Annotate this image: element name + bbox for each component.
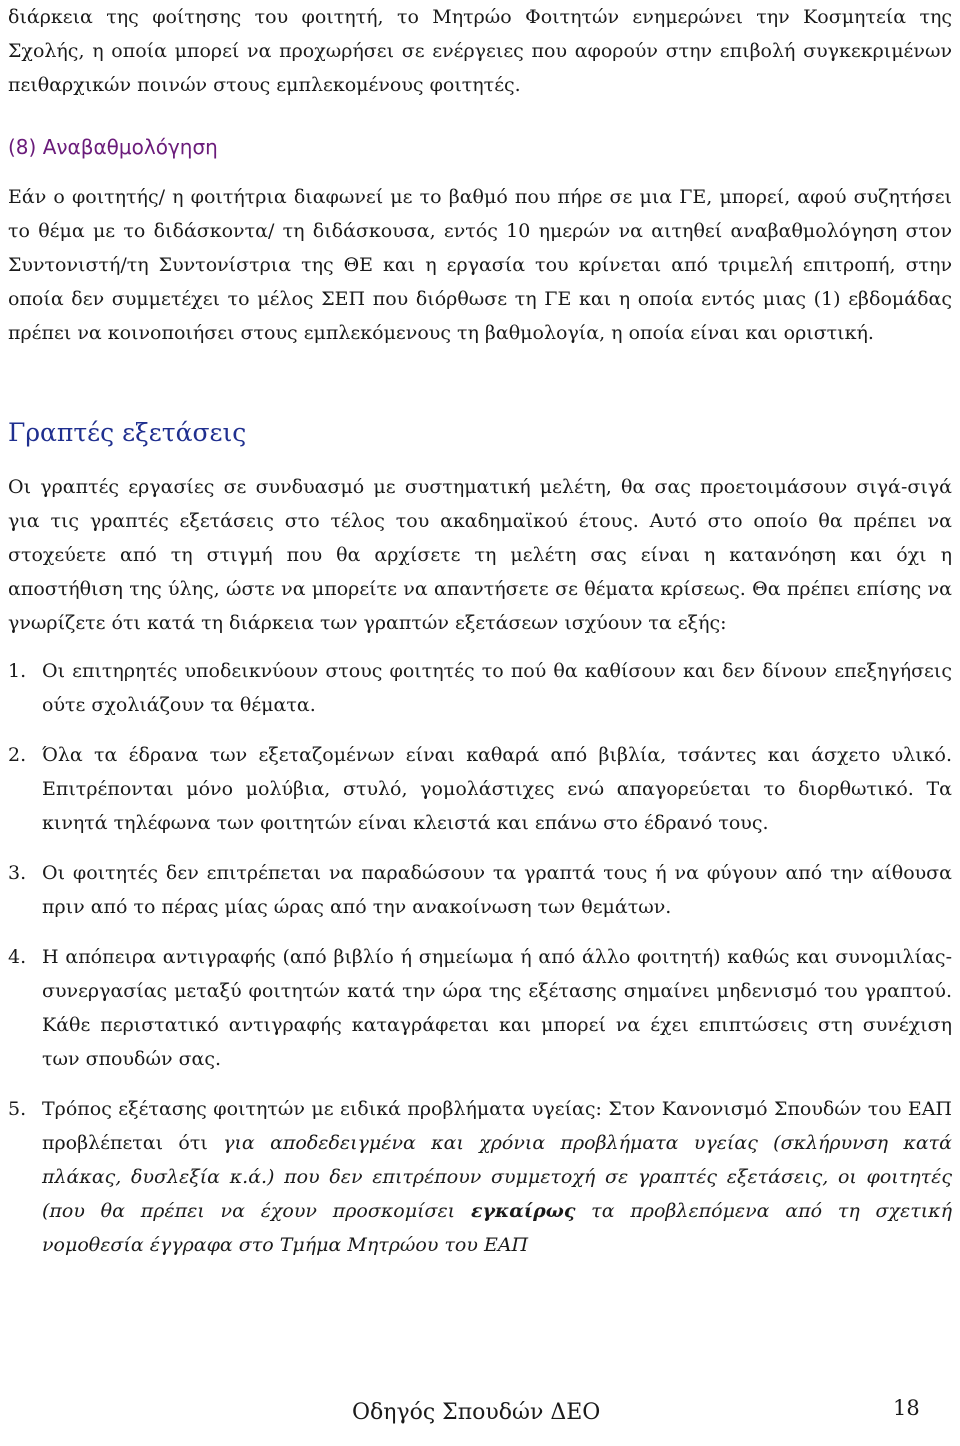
list-item (8, 654, 952, 722)
item5-italic-text-end: τα προβλεπόμενα από τη σχετική νομοθεσία έγγραφα στο Τμήμα Μητρώου του ΕΑΠ (42, 1200, 953, 1256)
document-page (8, 0, 952, 1278)
continued-paragraph: διάρκεια της φοίτησης του φοιτητή, το Μητρώο Φοιτητών ενημερώνει την Κοσμητεία της Σχολής, η οποία μπορεί να προχωρήσει σε ενέργειες που αφορούν στην επιβολή συγκεκριμένων πειθαρχικών ποινών στους εμπλεκομένους φοιτητές. (8, 6, 952, 96)
list-item-text: Όλα τα έδρανα των εξεταζομένων είναι καθαρά από βιβλία, τσάντες και άσχετο υλικό. Επιτρέπονται μόνο μολύβια, στυλό, γομολάστιχες ενώ απαγορεύεται το διορθωτικό. Τα κινητά τηλέφωνα των φοιτητών είναι κλειστά και επάνω στο έδρανό τους. (42, 744, 952, 834)
footer-title: Οδηγός Σπουδών ΔΕΟ (352, 1400, 601, 1425)
list-item (8, 856, 952, 924)
list-item (8, 940, 952, 1076)
exam-rules-list (8, 654, 952, 1262)
list-item-number: 5. (8, 1098, 27, 1120)
item5-italic-text: για αποδεδειγμένα και χρόνια προβλήματα υγείας (σκλήρυνση κατά πλάκας, δυσλεξία κ.ά.) που δεν επιτρέπουν συμμετοχή σε γραπτές εξετάσεις, οι φοιτητές (που θα πρέπει να έχουν προσκομίσει (42, 1132, 952, 1222)
list-item-number: 3. (8, 862, 27, 884)
item5-lead-text: Τρόπος εξέτασης φοιτητών με ειδικά προβλήματα υγείας: Στον Κανονισμό Σπουδών του ΕΑΠ προβλέπεται ότι (42, 1098, 952, 1154)
page-footer (0, 1396, 960, 1436)
list-item-text: Οι επιτηρητές υποδεικνύουν στους φοιτητές το πού θα καθίσουν και δεν δίνουν επεξηγήσεις ούτε σχολιάζουν τα θέματα. (42, 660, 952, 716)
list-item (8, 738, 952, 840)
list-item-number: 2. (8, 744, 27, 766)
list-item-text: Η απόπειρα αντιγραφής (από βιβλίο ή σημείωμα ή από άλλο φοιτητή) καθώς και συνομιλίας-συνεργασίας μεταξύ φοιτητών κατά την ώρα της εξέτασης σημαίνει μηδενισμό του γραπτού. Κάθε περιστατικό αντιγραφής καταγράφεται και μπορεί να έχει επιπτώσεις στη συνέχιση των σπουδών σας. (42, 946, 952, 1070)
list-item-text (42, 1092, 952, 1262)
list-item-number: 4. (8, 946, 27, 968)
list-item (8, 1092, 952, 1262)
remarking-heading: (8) Αναβαθμολόγηση (8, 135, 218, 159)
exams-intro-paragraph: Οι γραπτές εργασίες σε συνδυασμό με συστηματική μελέτη, θα σας προετοιμάσουν σιγά-σιγά για τις γραπτές εξετάσεις στο τέλος του ακαδημαϊκού έτους. Αυτό στο οποίο θα πρέπει να στοχεύετε από τη στιγμή που θα αρχίσετε τη μελέτη σας είναι η κατανόηση και όχι η αποστήθιση της ύλης, ώστε να μπορείτε να απαντήσετε σε θέματα κρίσεως. Θα πρέπει επίσης να γνωρίζετε ότι κατά τη διάρκεια των γραπτών εξετάσεων ισχύουν τα εξής: (8, 476, 952, 634)
list-item-text: Οι φοιτητές δεν επιτρέπεται να παραδώσουν τα γραπτά τους ή να φύγουν από την αίθουσα πριν από το πέρας μίας ώρας από την ανακοίνωση των θεμάτων. (42, 862, 952, 918)
page-number: 18 (893, 1396, 920, 1420)
list-item-number: 1. (8, 660, 27, 682)
written-exams-heading: Γραπτές εξετάσεις (8, 418, 247, 447)
remarking-paragraph: Εάν ο φοιτητής/ η φοιτήτρια διαφωνεί με το βαθμό που πήρε σε μια ΓΕ, μπορεί, αφού συζητήσει το θέμα με το διδάσκοντα/ τη διδάσκουσα, εντός 10 ημερών να αιτηθεί αναβαθμολόγηση στον Συντονιστή/τη Συντονίστρια της ΘΕ και η εργασία του κρίνεται από τριμελή επιτροπή, στην οποία δεν συμμετέχει το μέλος ΣΕΠ που διόρθωσε τη ΓΕ και η οποία εντός μιας (1) εβδομάδας πρέπει να κοινοποιήσει στους εμπλεκόμενους τη βαθμολογία, η οποία είναι και οριστική. (8, 186, 952, 344)
item5-emphasis-text: εγκαίρως (470, 1200, 576, 1222)
